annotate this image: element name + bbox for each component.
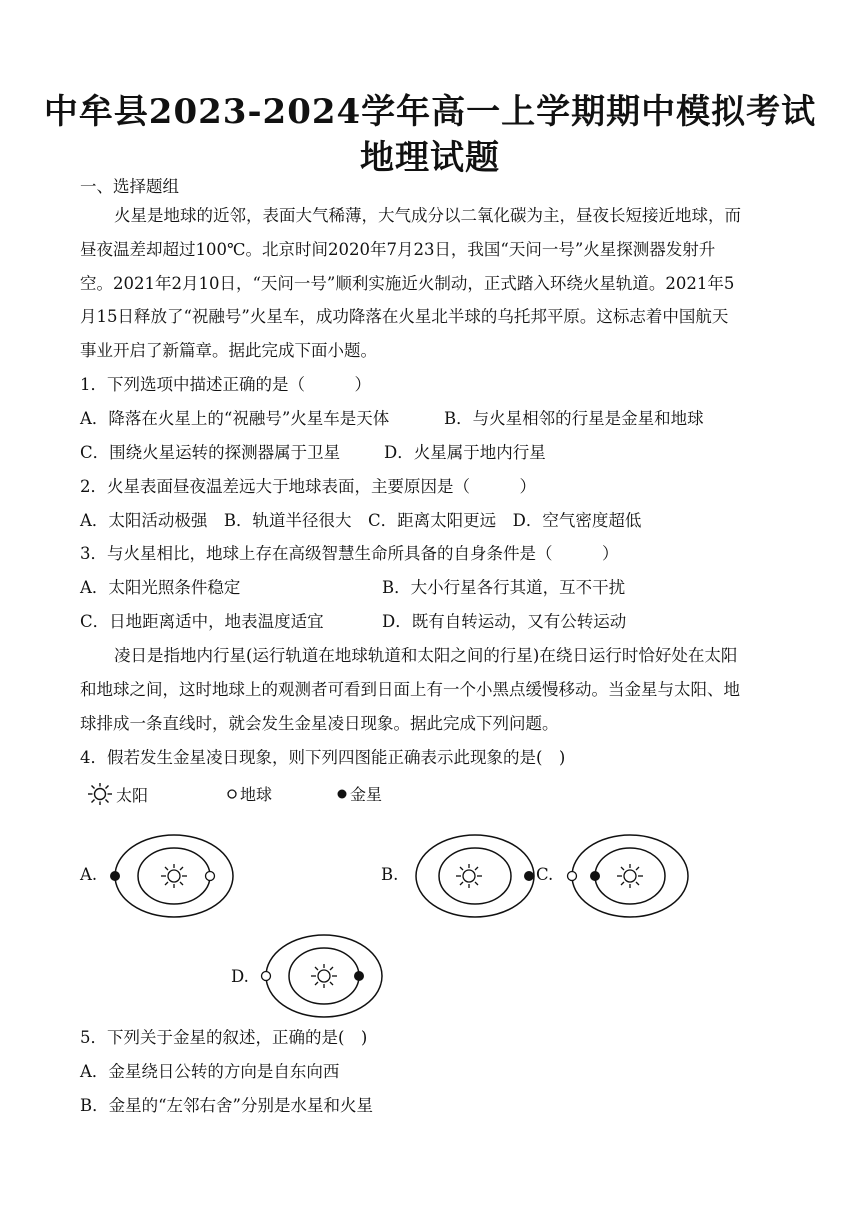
legend-sun (86, 782, 148, 806)
legend-earth (226, 782, 272, 805)
venus-icon (336, 788, 348, 800)
question-2-options: A．太阳活动极强 B．轨道半径很大 C．距离太阳更远 D．空气密度超低 (80, 511, 642, 530)
passage1-line: 月15日释放了“祝融号”火星车，成功降落在火星北半球的乌托邦平原。这标志着中国航天 (80, 307, 729, 326)
diagram-legend (86, 782, 416, 808)
passage1-line: 事业开启了新篇章。据此完成下面小题。 (80, 341, 377, 360)
question-2-stem: 2．火星表面昼夜温差远大于地球表面，主要原因是（ ） (80, 477, 536, 496)
page-subtitle: 地理试题 (360, 138, 500, 178)
passage1-line: 空。2021年2月10日，“天问一号”顺利实施近火制动，正式踏入环绕火星轨道。2021年5 (80, 274, 735, 293)
passage2-line: 和地球之间，这时地球上的观测者可看到日面上有一个小黑点缓慢移动。当金星与太阳、地 (80, 680, 740, 699)
question-5-option-a: A．金星绕日公转的方向是自东向西 (80, 1062, 340, 1081)
earth-icon (226, 788, 238, 800)
passage1-line: 昼夜温差却超过100℃。北京时间2020年7月23日，我国“天问一号”火星探测器发射升 (80, 240, 716, 259)
earth-icon (206, 872, 215, 881)
page-title: 中牟县2023-2024学年高一上学期期中模拟考试 (43, 92, 817, 132)
passage2-line: 球排成一条直线时，就会发生金星凌日现象。据此完成下列问题。 (80, 714, 559, 733)
sun-icon (311, 964, 337, 988)
venus-icon (524, 871, 534, 881)
passage1-line: 火星是地球的近邻，表面大气稀薄，大气成分以二氧化碳为主，昼夜长短接近地球，而 (114, 206, 741, 225)
passage2-line: 凌日是指地内行星(运行轨道在地球轨道和太阳之间的行星)在绕日运行时恰好处在太阳 (114, 646, 738, 665)
question-3-option-b: B．大小行星各行其道，互不干扰 (382, 578, 626, 597)
legend-venus (336, 782, 382, 805)
diagram-d-label: D. (231, 967, 249, 986)
sun-icon (161, 864, 187, 888)
question-1-option-a: A．降落在火星上的“祝融号”火星车是天体 (80, 409, 390, 428)
venus-icon (110, 871, 120, 881)
question-5-stem: 5．下列关于金星的叙述，正确的是( ) (80, 1028, 368, 1047)
orbit-diagram-a (104, 830, 244, 922)
legend-sun-label: 太阳 (116, 785, 149, 805)
question-1-option-c: C．围绕火星运转的探测器属于卫星 (80, 443, 341, 462)
question-3-stem: 3．与火星相比，地球上存在高级智慧生命所具备的自身条件是（ ） (80, 544, 619, 563)
sun-icon (86, 782, 114, 806)
venus-icon (590, 871, 600, 881)
question-3-option-a: A．太阳光照条件稳定 (80, 578, 241, 597)
inner-orbit (289, 948, 359, 1004)
question-3-option-d: D．既有自转运动，又有公转运动 (382, 612, 627, 631)
earth-icon (568, 872, 577, 881)
question-1-option-d: D．火星属于地内行星 (384, 443, 546, 462)
diagram-c-label: C. (536, 865, 554, 884)
orbit-diagram-c (558, 830, 698, 922)
legend-venus-label: 金星 (350, 785, 383, 804)
question-1-stem: 1．下列选项中描述正确的是（ ） (80, 375, 371, 394)
diagram-a-label: A. (80, 865, 98, 884)
sun-icon (617, 864, 643, 888)
orbit-diagram-d (254, 930, 394, 1022)
section-heading: 一、选择题组 (80, 177, 179, 196)
venus-icon (354, 971, 364, 981)
earth-icon (262, 972, 271, 981)
question-4-stem: 4．假若发生金星凌日现象，则下列四图能正确表示此现象的是( ) (80, 748, 566, 767)
question-1-option-b: B．与火星相邻的行星是金星和地球 (444, 409, 704, 428)
sun-icon (456, 864, 482, 888)
inner-orbit (595, 848, 665, 904)
legend-earth-label: 地球 (240, 785, 273, 804)
inner-orbit (138, 848, 210, 904)
question-5-option-b: B．金星的“左邻右舍”分别是水星和火星 (80, 1096, 373, 1115)
diagram-b-label: B. (381, 865, 399, 884)
orbit-diagram-b (405, 830, 545, 922)
question-3-option-c: C．日地距离适中，地表温度适宜 (80, 612, 324, 631)
